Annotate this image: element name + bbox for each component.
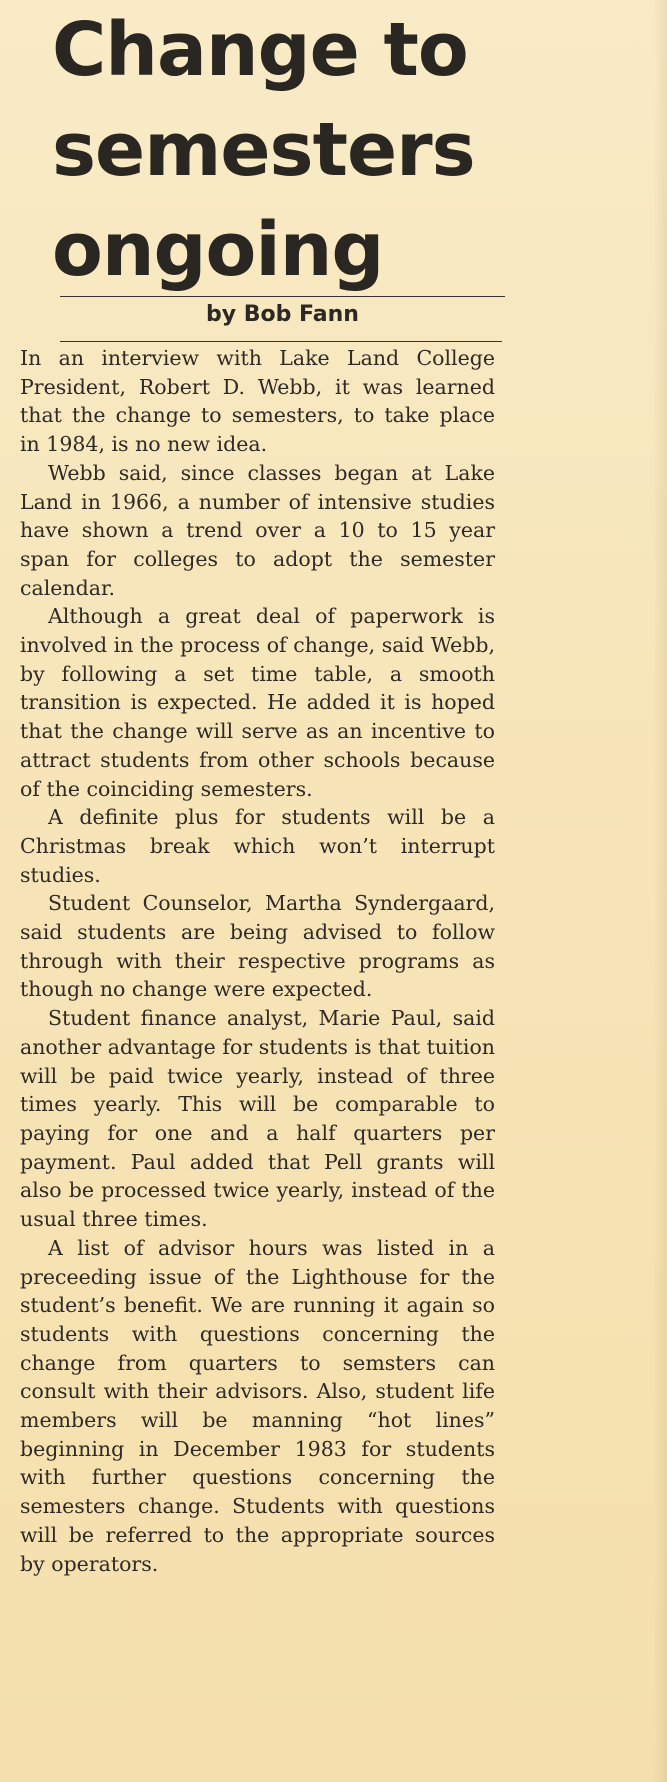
headline [52, 0, 522, 300]
paragraph-5: Student Counselor, Martha Syndergaard, said students are being advised to follow through with their respective programs as though no change were expected. [20, 891, 495, 1002]
paragraph-7: A list of advisor hours was listed in a preceeding issue of the Lighthouse for the student’s benefit. We are running it again so students with questions concerning the change from quarters to semsters can consult with their advisors. Also, student life members will be manning “hot lines” beginning in December 1983 for students with further questions concerning the semesters change. Students with questions will be referred to the appropriate sources by operators. [20, 1235, 495, 1576]
headline-line-2: semesters [52, 107, 475, 193]
headline-line-3: ongoing [52, 207, 384, 293]
paragraph-3: Although a great deal of paperwork is involved in the process of change, said Webb, by following a set time table, a smooth transition is expected. He added it is hoped that the change will serve as an incentive to attract students from other schools because of the coinciding semesters. [20, 604, 495, 801]
article-body [20, 344, 495, 1578]
paragraph-4: A definite plus for students will be a Christmas break which won’t interrupt studies. [20, 805, 495, 887]
paragraph-2: Webb said, since classes began at Lake Land in 1966, a number of intensive studies have shown a trend over a 10 to 15 year span for colleges to adopt the semester calendar. [20, 460, 495, 600]
byline-rule-top [60, 296, 505, 297]
paragraph-6: Student finance analyst, Marie Paul, said another advantage for students is that tuition will be paid twice yearly, instead of three times yearly. This will be comparable to paying for one and a half quarters per payment. Paul added that Pell grants will also be processed twice yearly, instead of the usual three times. [20, 1006, 495, 1232]
headline-line-1: Change to [52, 7, 468, 93]
paper-edge [653, 0, 667, 1782]
byline: by Bob Fann [206, 302, 359, 327]
byline-rule-bottom [60, 341, 502, 342]
paragraph-1: In an interview with Lake Land College President, Robert D. Webb, it was learned that the change to semesters, to take place in 1984, is no new idea. [20, 346, 495, 457]
